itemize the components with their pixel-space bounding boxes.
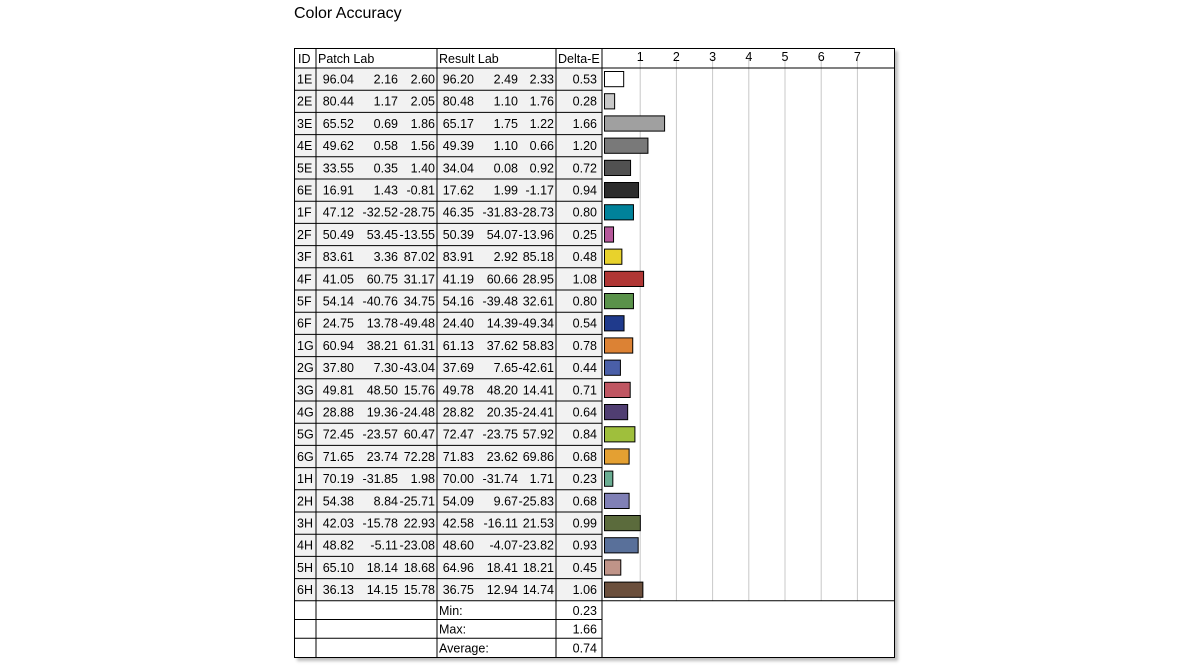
delta-e-value: 0.23 bbox=[572, 472, 597, 487]
delta-e-bar bbox=[605, 382, 631, 397]
delta-e-bar bbox=[605, 160, 631, 175]
result-a: -31.74 bbox=[482, 472, 518, 487]
delta-e-bar bbox=[605, 516, 641, 531]
delta-e-bar bbox=[605, 582, 643, 597]
patch-l: 33.55 bbox=[322, 161, 354, 176]
result-a: 23.62 bbox=[486, 449, 518, 464]
result-a: -4.07 bbox=[489, 538, 518, 553]
patch-l: 49.81 bbox=[322, 383, 354, 398]
delta-e-value: 0.28 bbox=[572, 94, 597, 109]
patch-b: 34.75 bbox=[403, 294, 435, 309]
delta-e-value: 0.71 bbox=[572, 383, 597, 398]
patch-l: 71.65 bbox=[322, 449, 354, 464]
row-id: 3H bbox=[297, 516, 313, 531]
patch-a: -31.85 bbox=[362, 472, 398, 487]
patch-b: -43.04 bbox=[399, 361, 435, 376]
patch-b: -24.48 bbox=[399, 405, 435, 420]
row-id: 1E bbox=[297, 72, 313, 87]
row-id: 5F bbox=[297, 294, 312, 309]
summary-value: 1.66 bbox=[572, 622, 597, 637]
patch-a: 53.45 bbox=[366, 227, 398, 242]
delta-e-value: 0.99 bbox=[572, 516, 597, 531]
patch-a: 1.17 bbox=[373, 94, 398, 109]
row-id: 2H bbox=[297, 494, 313, 509]
result-a: 60.66 bbox=[486, 272, 518, 287]
patch-l: 16.91 bbox=[322, 183, 354, 198]
header-patch-lab: Patch Lab bbox=[318, 52, 375, 66]
header-delta-e: Delta-E bbox=[558, 52, 600, 66]
result-b: 28.95 bbox=[522, 272, 554, 287]
patch-l: 72.45 bbox=[322, 427, 354, 442]
patch-b: 60.47 bbox=[403, 427, 435, 442]
delta-e-bar bbox=[605, 94, 615, 109]
delta-e-value: 0.25 bbox=[572, 227, 597, 242]
delta-e-bar bbox=[605, 338, 633, 353]
result-l: 37.69 bbox=[442, 361, 474, 376]
patch-b: 1.56 bbox=[410, 139, 435, 154]
delta-e-bar bbox=[605, 72, 624, 87]
result-b: 1.71 bbox=[529, 472, 554, 487]
row-id: 6G bbox=[297, 449, 314, 464]
result-a: 7.65 bbox=[493, 361, 518, 376]
result-b: 85.18 bbox=[522, 250, 554, 265]
delta-e-value: 0.78 bbox=[572, 338, 597, 353]
patch-l: 49.62 bbox=[322, 139, 354, 154]
delta-e-bar bbox=[605, 427, 635, 442]
result-l: 83.91 bbox=[442, 250, 474, 265]
patch-l: 96.04 bbox=[322, 72, 354, 87]
patch-l: 24.75 bbox=[322, 316, 354, 331]
patch-a: 19.36 bbox=[366, 405, 398, 420]
chart-title: Color Accuracy bbox=[294, 5, 402, 22]
patch-l: 54.14 bbox=[322, 294, 354, 309]
patch-b: -49.48 bbox=[399, 316, 435, 331]
result-l: 49.39 bbox=[442, 139, 474, 154]
delta-e-value: 0.44 bbox=[572, 361, 597, 376]
row-id: 4H bbox=[297, 538, 313, 553]
delta-e-value: 0.93 bbox=[572, 538, 597, 553]
patch-b: 72.28 bbox=[403, 449, 435, 464]
result-l: 36.75 bbox=[442, 583, 474, 598]
x-tick-label: 7 bbox=[853, 50, 861, 64]
result-l: 48.60 bbox=[442, 538, 474, 553]
patch-b: 2.05 bbox=[410, 94, 435, 109]
result-l: 80.48 bbox=[442, 94, 474, 109]
patch-a: -32.52 bbox=[362, 205, 398, 220]
delta-e-value: 0.54 bbox=[572, 316, 597, 331]
patch-l: 60.94 bbox=[322, 338, 354, 353]
result-a: 0.08 bbox=[493, 161, 518, 176]
row-id: 1F bbox=[297, 205, 312, 220]
patch-a: 0.69 bbox=[373, 116, 398, 131]
result-b: -28.73 bbox=[518, 205, 554, 220]
delta-e-value: 1.20 bbox=[572, 139, 597, 154]
delta-e-bar bbox=[605, 560, 621, 575]
patch-a: 48.50 bbox=[366, 383, 398, 398]
result-a: 1.10 bbox=[493, 139, 518, 154]
delta-e-value: 0.94 bbox=[572, 183, 597, 198]
delta-e-bar bbox=[605, 183, 639, 198]
result-a: 37.62 bbox=[486, 338, 518, 353]
color-accuracy-table bbox=[294, 48, 895, 658]
result-l: 34.04 bbox=[442, 161, 474, 176]
x-tick-label: 6 bbox=[817, 50, 825, 64]
result-l: 50.39 bbox=[442, 227, 474, 242]
row-id: 2E bbox=[297, 94, 313, 109]
patch-b: 61.31 bbox=[403, 338, 435, 353]
result-a: 9.67 bbox=[493, 494, 518, 509]
result-a: 48.20 bbox=[486, 383, 518, 398]
delta-e-bar bbox=[605, 271, 644, 286]
result-l: 42.58 bbox=[442, 516, 474, 531]
result-a: -16.11 bbox=[483, 516, 518, 531]
delta-e-value: 0.68 bbox=[572, 494, 597, 509]
header-result-lab: Result Lab bbox=[439, 52, 499, 66]
delta-e-value: 0.64 bbox=[572, 405, 597, 420]
delta-e-value: 1.66 bbox=[572, 116, 597, 131]
patch-l: 42.03 bbox=[322, 516, 354, 531]
patch-a: 38.21 bbox=[366, 338, 398, 353]
result-b: -49.34 bbox=[518, 316, 554, 331]
result-b: 1.76 bbox=[529, 94, 554, 109]
result-a: 14.39 bbox=[486, 316, 518, 331]
result-b: 1.22 bbox=[529, 116, 554, 131]
patch-l: 47.12 bbox=[322, 205, 354, 220]
result-b: -13.96 bbox=[518, 227, 554, 242]
patch-b: 2.60 bbox=[410, 72, 435, 87]
delta-e-value: 0.72 bbox=[572, 161, 597, 176]
result-a: -23.75 bbox=[482, 427, 518, 442]
patch-b: 22.93 bbox=[403, 516, 435, 531]
patch-b: 31.17 bbox=[403, 272, 435, 287]
x-tick-label: 1 bbox=[636, 50, 644, 64]
delta-e-value: 1.08 bbox=[572, 272, 597, 287]
delta-e-bar bbox=[605, 360, 621, 375]
patch-l: 48.82 bbox=[322, 538, 354, 553]
result-a: 2.92 bbox=[493, 250, 518, 265]
delta-e-bar bbox=[605, 405, 628, 420]
row-id: 1G bbox=[297, 338, 314, 353]
row-id: 2F bbox=[297, 227, 312, 242]
result-b: -23.82 bbox=[518, 538, 554, 553]
delta-e-bar bbox=[605, 538, 639, 553]
result-l: 96.20 bbox=[442, 72, 474, 87]
result-l: 72.47 bbox=[442, 427, 474, 442]
delta-e-bar bbox=[605, 116, 665, 131]
result-l: 71.83 bbox=[442, 449, 474, 464]
result-b: -1.17 bbox=[525, 183, 554, 198]
result-l: 24.40 bbox=[442, 316, 474, 331]
patch-l: 70.19 bbox=[322, 472, 354, 487]
patch-b: 1.86 bbox=[410, 116, 435, 131]
patch-a: 0.35 bbox=[373, 161, 398, 176]
delta-e-value: 0.84 bbox=[572, 427, 597, 442]
result-b: 58.83 bbox=[522, 338, 554, 353]
patch-b: -13.55 bbox=[399, 227, 435, 242]
result-a: 1.75 bbox=[493, 116, 518, 131]
patch-l: 50.49 bbox=[322, 227, 354, 242]
row-id: 5G bbox=[297, 427, 314, 442]
patch-b: -25.71 bbox=[399, 494, 435, 509]
patch-b: 1.40 bbox=[410, 161, 435, 176]
delta-e-bar bbox=[605, 449, 630, 464]
result-a: 12.94 bbox=[486, 583, 518, 598]
result-l: 17.62 bbox=[442, 183, 474, 198]
result-b: 0.92 bbox=[529, 161, 554, 176]
result-b: 21.53 bbox=[522, 516, 554, 531]
summary-label: Max: bbox=[439, 622, 467, 637]
result-l: 54.16 bbox=[442, 294, 474, 309]
delta-e-bar bbox=[605, 471, 613, 486]
patch-b: 15.78 bbox=[403, 583, 435, 598]
x-tick-label: 3 bbox=[709, 50, 717, 64]
patch-b: -23.08 bbox=[399, 538, 435, 553]
result-a: 54.07 bbox=[486, 227, 518, 242]
x-tick-label: 5 bbox=[781, 50, 789, 64]
result-b: 14.41 bbox=[522, 383, 554, 398]
patch-a: -15.78 bbox=[362, 516, 398, 531]
result-b: 69.86 bbox=[522, 449, 554, 464]
patch-a: 7.30 bbox=[373, 361, 398, 376]
row-id: 4G bbox=[297, 405, 314, 420]
delta-e-value: 1.06 bbox=[572, 583, 597, 598]
result-l: 64.96 bbox=[442, 560, 474, 575]
row-id: 6E bbox=[297, 183, 313, 198]
delta-e-bar bbox=[605, 316, 625, 331]
patch-l: 54.38 bbox=[322, 494, 354, 509]
summary-label: Average: bbox=[439, 641, 489, 656]
result-l: 49.78 bbox=[442, 383, 474, 398]
result-b: -24.41 bbox=[518, 405, 554, 420]
patch-b: -28.75 bbox=[399, 205, 435, 220]
result-a: 20.35 bbox=[486, 405, 518, 420]
header-id: ID bbox=[298, 52, 311, 66]
patch-a: 8.84 bbox=[373, 494, 398, 509]
patch-l: 41.05 bbox=[322, 272, 354, 287]
row-id: 6F bbox=[297, 316, 312, 331]
result-l: 70.00 bbox=[442, 472, 474, 487]
patch-b: 87.02 bbox=[403, 250, 435, 265]
delta-e-value: 0.80 bbox=[572, 294, 597, 309]
delta-e-value: 0.53 bbox=[572, 72, 597, 87]
patch-b: -0.81 bbox=[406, 183, 435, 198]
result-l: 41.19 bbox=[442, 272, 474, 287]
result-b: 32.61 bbox=[522, 294, 554, 309]
result-b: 18.21 bbox=[522, 560, 554, 575]
patch-a: 23.74 bbox=[366, 449, 398, 464]
result-b: 57.92 bbox=[522, 427, 554, 442]
color-accuracy-chart bbox=[295, 49, 894, 657]
row-id: 1H bbox=[297, 472, 313, 487]
delta-e-bar bbox=[605, 227, 614, 242]
row-id: 4F bbox=[297, 272, 312, 287]
patch-a: 0.58 bbox=[373, 139, 398, 154]
x-tick-label: 2 bbox=[672, 50, 680, 64]
x-tick-label: 4 bbox=[745, 50, 753, 64]
result-a: -39.48 bbox=[482, 294, 518, 309]
patch-a: 14.15 bbox=[366, 583, 398, 598]
result-a: 1.10 bbox=[493, 94, 518, 109]
patch-b: 15.76 bbox=[403, 383, 435, 398]
delta-e-value: 0.45 bbox=[572, 560, 597, 575]
row-id: 2G bbox=[297, 361, 314, 376]
patch-a: 2.16 bbox=[373, 72, 398, 87]
row-id: 5E bbox=[297, 161, 313, 176]
patch-l: 83.61 bbox=[322, 250, 354, 265]
delta-e-value: 0.80 bbox=[572, 205, 597, 220]
result-a: 1.99 bbox=[493, 183, 518, 198]
summary-value: 0.23 bbox=[572, 603, 597, 618]
patch-a: -40.76 bbox=[362, 294, 398, 309]
delta-e-bar bbox=[605, 205, 634, 220]
patch-b: 1.98 bbox=[410, 472, 435, 487]
delta-e-bar bbox=[605, 294, 634, 309]
summary-label: Min: bbox=[439, 603, 463, 618]
row-id: 3G bbox=[297, 383, 314, 398]
delta-e-bar bbox=[605, 138, 648, 153]
row-id: 4E bbox=[297, 139, 313, 154]
result-l: 61.13 bbox=[442, 338, 474, 353]
result-a: -31.83 bbox=[482, 205, 518, 220]
result-b: -25.83 bbox=[518, 494, 554, 509]
patch-a: -5.11 bbox=[370, 538, 398, 553]
patch-b: 18.68 bbox=[403, 560, 435, 575]
patch-l: 28.88 bbox=[322, 405, 354, 420]
result-b: 2.33 bbox=[529, 72, 554, 87]
result-b: -42.61 bbox=[518, 361, 554, 376]
result-b: 0.66 bbox=[529, 139, 554, 154]
patch-a: 60.75 bbox=[366, 272, 398, 287]
patch-a: -23.57 bbox=[362, 427, 398, 442]
row-id: 3E bbox=[297, 116, 313, 131]
result-b: 14.74 bbox=[522, 583, 554, 598]
patch-a: 3.36 bbox=[373, 250, 398, 265]
result-l: 46.35 bbox=[442, 205, 474, 220]
delta-e-value: 0.68 bbox=[572, 449, 597, 464]
patch-l: 80.44 bbox=[322, 94, 354, 109]
patch-l: 65.52 bbox=[322, 116, 354, 131]
patch-l: 36.13 bbox=[322, 583, 354, 598]
row-id: 5H bbox=[297, 560, 313, 575]
patch-l: 65.10 bbox=[322, 560, 354, 575]
result-a: 18.41 bbox=[486, 560, 518, 575]
delta-e-value: 0.48 bbox=[572, 250, 597, 265]
summary-value: 0.74 bbox=[572, 641, 597, 656]
patch-a: 18.14 bbox=[366, 560, 398, 575]
patch-l: 37.80 bbox=[322, 361, 354, 376]
delta-e-bar bbox=[605, 249, 622, 264]
row-id: 6H bbox=[297, 583, 313, 598]
result-l: 65.17 bbox=[442, 116, 474, 131]
delta-e-bar bbox=[605, 493, 630, 508]
row-id: 3F bbox=[297, 250, 312, 265]
result-l: 28.82 bbox=[442, 405, 474, 420]
patch-a: 1.43 bbox=[373, 183, 398, 198]
result-a: 2.49 bbox=[493, 72, 518, 87]
result-l: 54.09 bbox=[442, 494, 474, 509]
patch-a: 13.78 bbox=[366, 316, 398, 331]
